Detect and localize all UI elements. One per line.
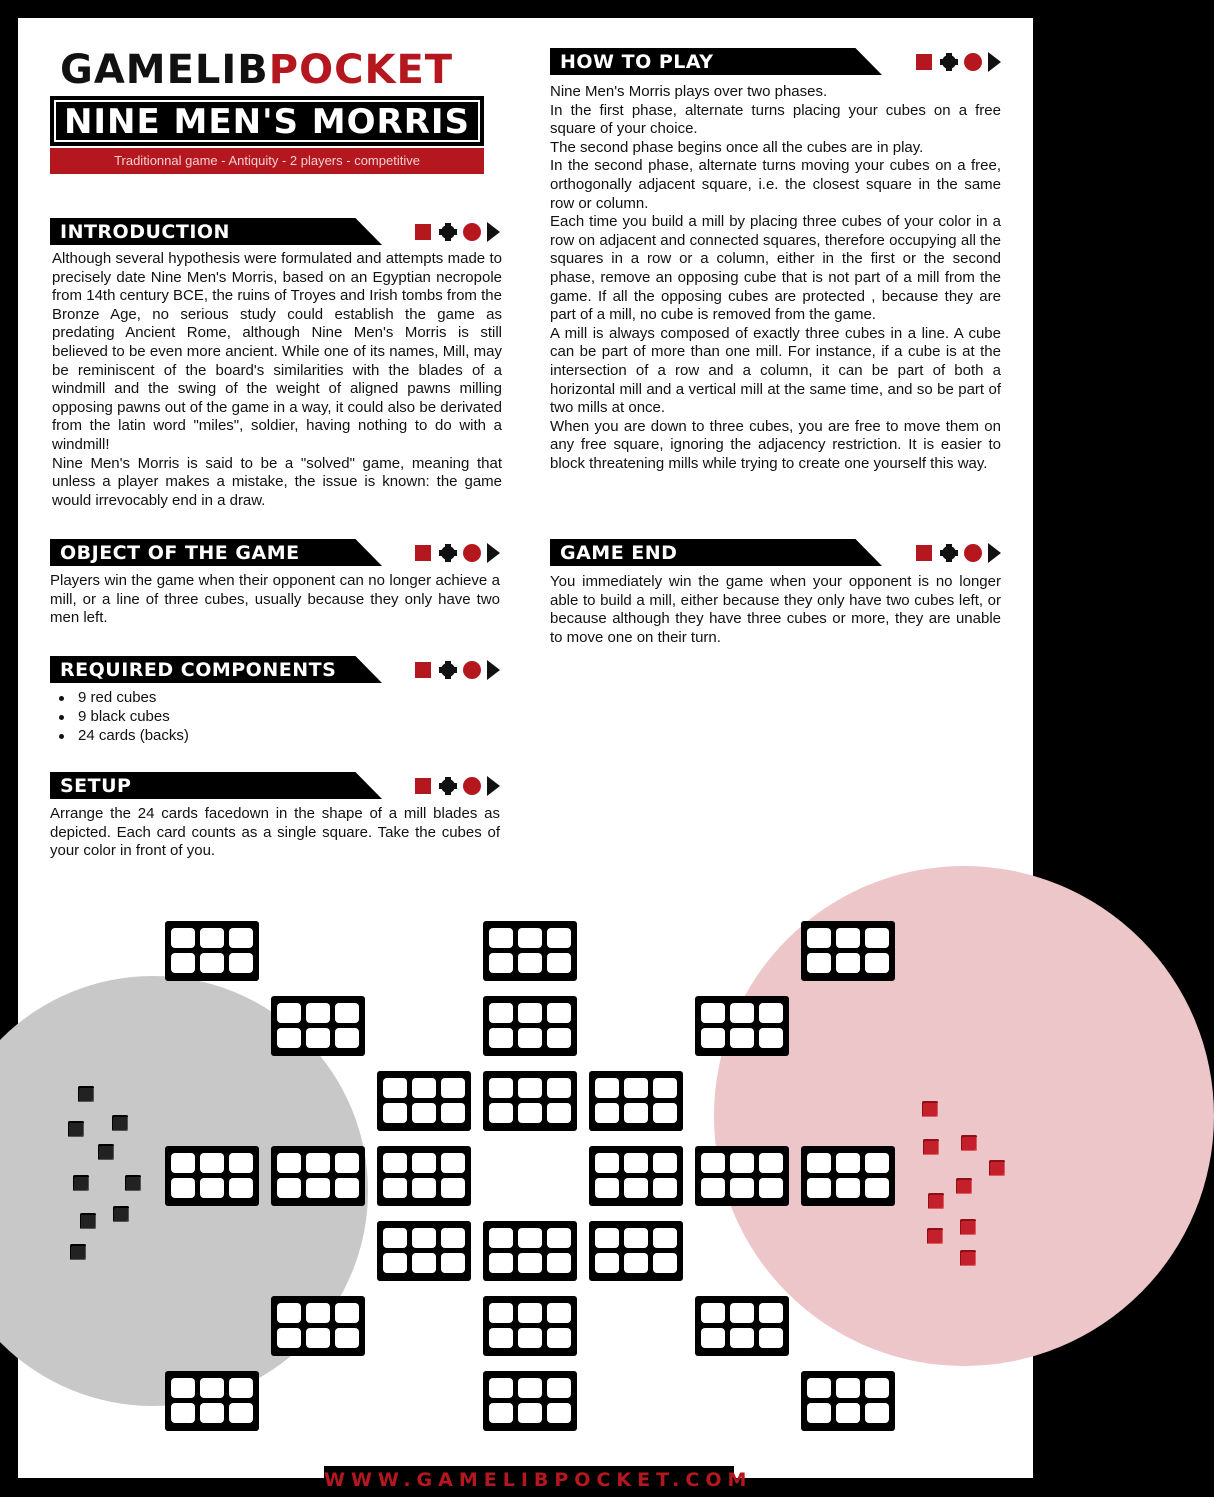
- red-cube[interactable]: [928, 1193, 944, 1209]
- suit-icons: [415, 543, 505, 563]
- board-card[interactable]: [801, 921, 895, 981]
- board-card[interactable]: [695, 996, 789, 1056]
- list-item: 24 cards (backs): [50, 726, 500, 745]
- section-header-components: REQUIRED COMPONENTS: [50, 656, 500, 683]
- red-cube[interactable]: [960, 1219, 976, 1235]
- red-cube[interactable]: [961, 1135, 977, 1151]
- board-card[interactable]: [695, 1296, 789, 1356]
- board-card[interactable]: [589, 1146, 683, 1206]
- black-cube[interactable]: [78, 1086, 94, 1102]
- black-cube[interactable]: [80, 1213, 96, 1229]
- game-title: NINE MEN'S MORRIS: [50, 96, 484, 146]
- suit-icons: [415, 776, 505, 796]
- board-card[interactable]: [377, 1146, 471, 1206]
- red-cube[interactable]: [922, 1101, 938, 1117]
- rules-page: [18, 18, 1033, 1491]
- game-subtitle: Traditionnal game - Antiquity - 2 players - competitive: [50, 148, 484, 174]
- board-card[interactable]: [165, 1371, 259, 1431]
- board-card[interactable]: [483, 1221, 577, 1281]
- black-cube[interactable]: [73, 1175, 89, 1191]
- suit-icons: [415, 660, 505, 680]
- brand-logo: GAMELIBPOCKET: [60, 47, 454, 93]
- board-card[interactable]: [377, 1071, 471, 1131]
- board-card[interactable]: [377, 1221, 471, 1281]
- board-card[interactable]: [589, 1221, 683, 1281]
- list-item: 9 red cubes: [50, 688, 500, 707]
- board-card[interactable]: [165, 921, 259, 981]
- black-cube[interactable]: [70, 1244, 86, 1260]
- board-card[interactable]: [801, 1146, 895, 1206]
- introduction-text: Although several hypothesis were formulated and attempts made to precisely date Nine Men's Morris, based on an Egyptian necropole from 14th century BCE, the ruins of Troyes and Irish tombs from the Bronze Age, no serious study could establish the game as predating Ancient Rome, although Nine Men's Morris is still believed to be even more ancient. While one of its names, Mill, may be reminiscent of the board's similarities with the blades of a windmill and the swing of the weight of aligned pawns milling opposing pawns out of the game in a way, it could also be derivated from the latin word "miles", soldier, having nothing to do with a windmill! Nine Men's Morris is said to be a "solved" game, meaning that unless a player makes a mistake, the issue is known: the game would irrevocably end in a draw.: [52, 250, 502, 509]
- section-header-introduction: INTRODUCTION: [50, 218, 500, 245]
- suit-icons: [415, 222, 505, 242]
- game-end-text: You immediately win the game when your opponent is no longer able to build a mill, either because they only have two cubes left, or because although they have three cubes or more, they are unable to move one on their turn.: [550, 573, 1001, 646]
- suit-icons: [916, 52, 1006, 72]
- how-to-play-text: Nine Men's Morris plays over two phases. In the first phase, alternate turns placing your cubes on a free square of your choice. The second phase begins once all the cubes are in play. In the second phase, alternate turns moving your cubes on a free, orthogonally adjacent square, i.e. the closest square in the same row or column. Each time you build a mill by placing three cubes of your color in a row on adjacent and connected squares, therefore occupying all the squares in a row or a column, either in the first or the second phase, remove an opposing cube that is not part of a mill from the game. If all the opposing cubes are protected , because they are part of a mill, no cube is removed from the game. A mill is always composed of exactly three cubes in a line. A cube can be part of more than one mill. For instance, if a cube is at the intersection of a row and a column, it can be part of both a horizontal mill and a vertical mill at the same time, and so be part of two mills at once. When you are down to three cubes, you are free to move them on any free square, ignoring the adjacency restriction. It is easier to block threatening mills while trying to create one yourself this way.: [550, 83, 1001, 472]
- red-cube[interactable]: [989, 1160, 1005, 1176]
- board-card[interactable]: [483, 1371, 577, 1431]
- section-header-setup: SETUP: [50, 772, 500, 799]
- title-frame: [54, 100, 480, 142]
- list-item: 9 black cubes: [50, 707, 500, 726]
- black-cube[interactable]: [68, 1121, 84, 1137]
- red-cube[interactable]: [960, 1250, 976, 1266]
- section-header-object: OBJECT OF THE GAME: [50, 539, 500, 566]
- black-cube[interactable]: [113, 1206, 129, 1222]
- red-cube[interactable]: [927, 1228, 943, 1244]
- website-url: WWW.GAMELIBPOCKET.COM: [324, 1466, 734, 1494]
- board-card[interactable]: [483, 996, 577, 1056]
- board-card[interactable]: [483, 1296, 577, 1356]
- board-card[interactable]: [271, 996, 365, 1056]
- object-text: Players win the game when their opponent can no longer achieve a mill, or a line of three cubes, usually because they only have two men left.: [50, 572, 500, 627]
- section-header-game-end: GAME END: [550, 539, 1002, 566]
- board-card[interactable]: [271, 1146, 365, 1206]
- board-card[interactable]: [695, 1146, 789, 1206]
- red-player-area: [714, 866, 1214, 1366]
- board-card[interactable]: [483, 1071, 577, 1131]
- suit-icons: [916, 543, 1006, 563]
- components-list: [50, 688, 500, 745]
- board-card[interactable]: [589, 1071, 683, 1131]
- board-card[interactable]: [271, 1296, 365, 1356]
- board-card[interactable]: [801, 1371, 895, 1431]
- black-cube[interactable]: [125, 1175, 141, 1191]
- black-cube[interactable]: [112, 1115, 128, 1131]
- board-card[interactable]: [483, 921, 577, 981]
- red-cube[interactable]: [956, 1178, 972, 1194]
- board-card[interactable]: [165, 1146, 259, 1206]
- black-cube[interactable]: [98, 1144, 114, 1160]
- section-header-how-to-play: HOW TO PLAY: [550, 48, 1002, 75]
- setup-text: Arrange the 24 cards facedown in the shape of a mill blades as depicted. Each card counts as a single square. Take the cubes of your color in front of you.: [50, 805, 500, 860]
- red-cube[interactable]: [923, 1139, 939, 1155]
